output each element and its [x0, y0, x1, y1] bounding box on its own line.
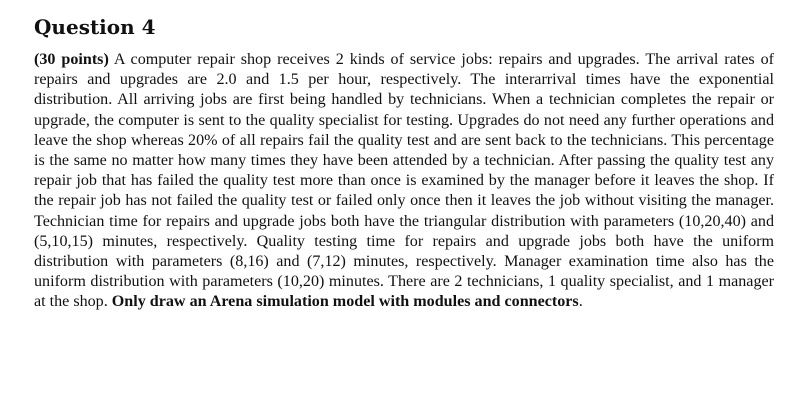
question-title: Question 4 [34, 15, 156, 39]
instruction-text: Only draw an Arena simulation model with modules and connectors [111, 293, 579, 311]
question-page [34, 14, 774, 313]
question-text [34, 50, 774, 313]
points-label: (30 points) [34, 51, 109, 68]
final-period: . [578, 293, 583, 311]
question-body-text: A computer repair shop receives 2 kinds of service jobs: repairs and upgrades. The arrival rates of repairs and upgrades are 2.0 and 1.5 per hour, respectively. The interarrival times have the exponential distribution. All arriving jobs are first being handled by technicians. When a technician completes the repair or upgrade, the computer is sent to the quality specialist for testing. Upgrades do not need any further operations and leave the shop whereas 20% of all repairs fail the quality test and are sent back to the technicians. This percentage is the same no matter how many times they have been attended by a technician. After passing the quality test any repair job that has failed the quality test more than once is examined by the manager before it leaves the shop. If the repair job has not failed the quality test or failed only once then it leaves the job without visiting the manager. Technician time for repairs and upgrade jobs both have the triangular distribution with parameters (10,20,40) and (5,10,15) minutes, respectively. Quality testing time for repairs and upgrade jobs both have the uniform distribution with parameters (8,16) and (7,12) minutes, respectively. Manager examination time also has the uniform distribution with parameters (10,20) minutes. There are 2 technicians, 1 quality specialist, and 1 manager at the shop. [34, 51, 774, 311]
